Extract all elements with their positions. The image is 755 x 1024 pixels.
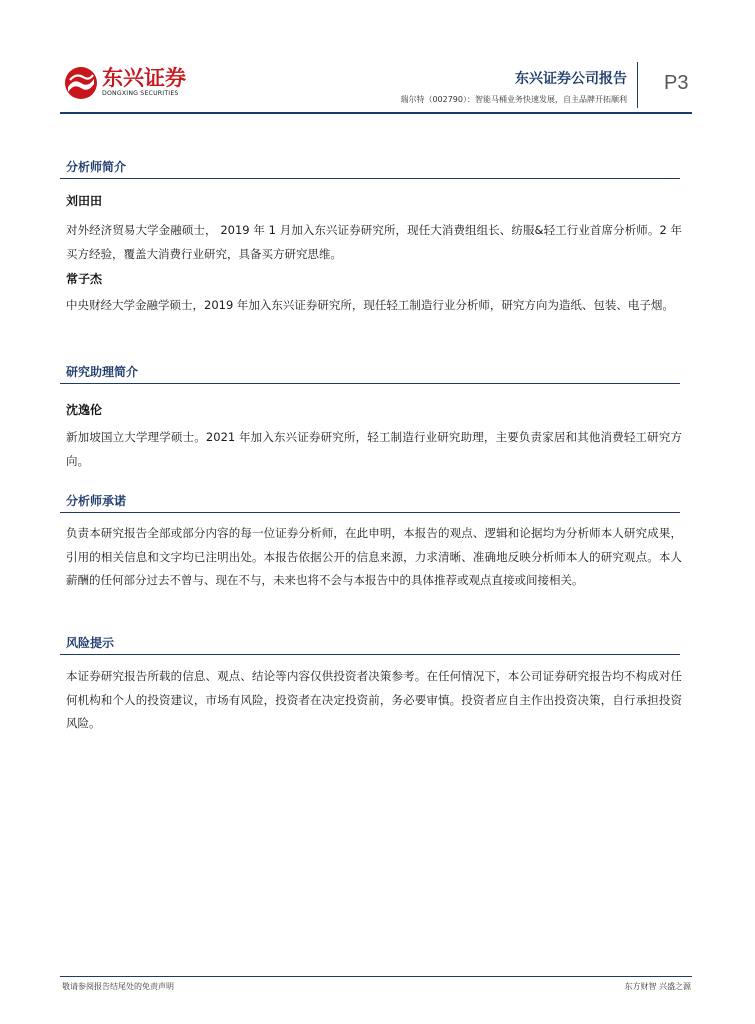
footer-rule bbox=[60, 976, 692, 977]
analyst-bio: 中央财经大学金融学硕士，2019 年加入东兴证券研究所，现任轻工制造行业分析师，研究方向为造纸、包装、电子烟。 bbox=[66, 298, 674, 312]
analyst-bio: 对外经济贸易大学金融硕士， 2019 年 1 月加入东兴证券研究所，现任大消费组组长、纺服&轻工行业首席分析师。2 年买方经验，覆盖大消费行业研究，具备买方研究思维。 bbox=[66, 223, 682, 261]
report-title: 东兴证券公司报告 bbox=[515, 71, 627, 87]
logo-text: 东兴证券 bbox=[102, 66, 186, 90]
section-header-risk bbox=[60, 633, 680, 655]
logo-mark-icon bbox=[64, 66, 98, 100]
section-header-commitment bbox=[60, 491, 680, 513]
section-rule bbox=[60, 654, 680, 656]
section-rule bbox=[60, 512, 680, 514]
commitment-text: 负责本研究报告全部或部分内容的每一位证券分析师，在此申明，本报告的观点、逻辑和论据均为分析师本人研究成果，引用的相关信息和文字均已注明出处。本报告依据公开的信息来源，力求清晰、准确地反映分析师本人的研究观点。本人薪酬的任何部分过去不曾与、现在不与，未来也将不会与本报告中的具体推荐或观点直接或间接相关。 bbox=[66, 526, 682, 587]
assistant-bio: 新加坡国立大学理学硕士。2021 年加入东兴证券研究所，轻工制造行业研究助理，主要负责家居和其他消费轻工研究方向。 bbox=[66, 430, 682, 468]
section-rule bbox=[60, 178, 680, 180]
section-title: 研究助理简介 bbox=[66, 365, 139, 379]
analyst-name: 常子杰 bbox=[66, 272, 103, 286]
analyst-name: 刘田田 bbox=[66, 194, 103, 208]
company-logo bbox=[64, 66, 184, 100]
footer-disclaimer-note: 敬请参阅报告结尾处的免责声明 bbox=[62, 982, 174, 991]
section-header-analysts bbox=[60, 157, 680, 179]
section-header-assistants bbox=[60, 362, 680, 384]
footer-slogan: 东方财智 兴盛之源 bbox=[624, 982, 691, 991]
section-title: 分析师简介 bbox=[66, 160, 127, 174]
section-title: 风险提示 bbox=[66, 636, 115, 650]
logo-english-text: DONGXING SECURITIES bbox=[102, 90, 179, 97]
report-subtitle: 瑞尔特（002790）：智能马桶业务快速发展，自主品牌开拓顺利 bbox=[400, 95, 627, 104]
assistant-name: 沈逸伦 bbox=[66, 403, 103, 417]
header-rule bbox=[60, 112, 692, 114]
section-title: 分析师承诺 bbox=[66, 494, 127, 508]
page-number: P3 bbox=[664, 72, 689, 94]
risk-text: 本证券研究报告所载的信息、观点、结论等内容仅供投资者决策参考。在任何情况下，本公司证券研究报告均不构成对任何机构和个人的投资建议，市场有风险，投资者在决定投资前，务必要审慎。投资者应自主作出投资决策，自行承担投资风险。 bbox=[66, 669, 682, 730]
header-divider bbox=[637, 62, 638, 108]
section-rule bbox=[60, 383, 680, 385]
